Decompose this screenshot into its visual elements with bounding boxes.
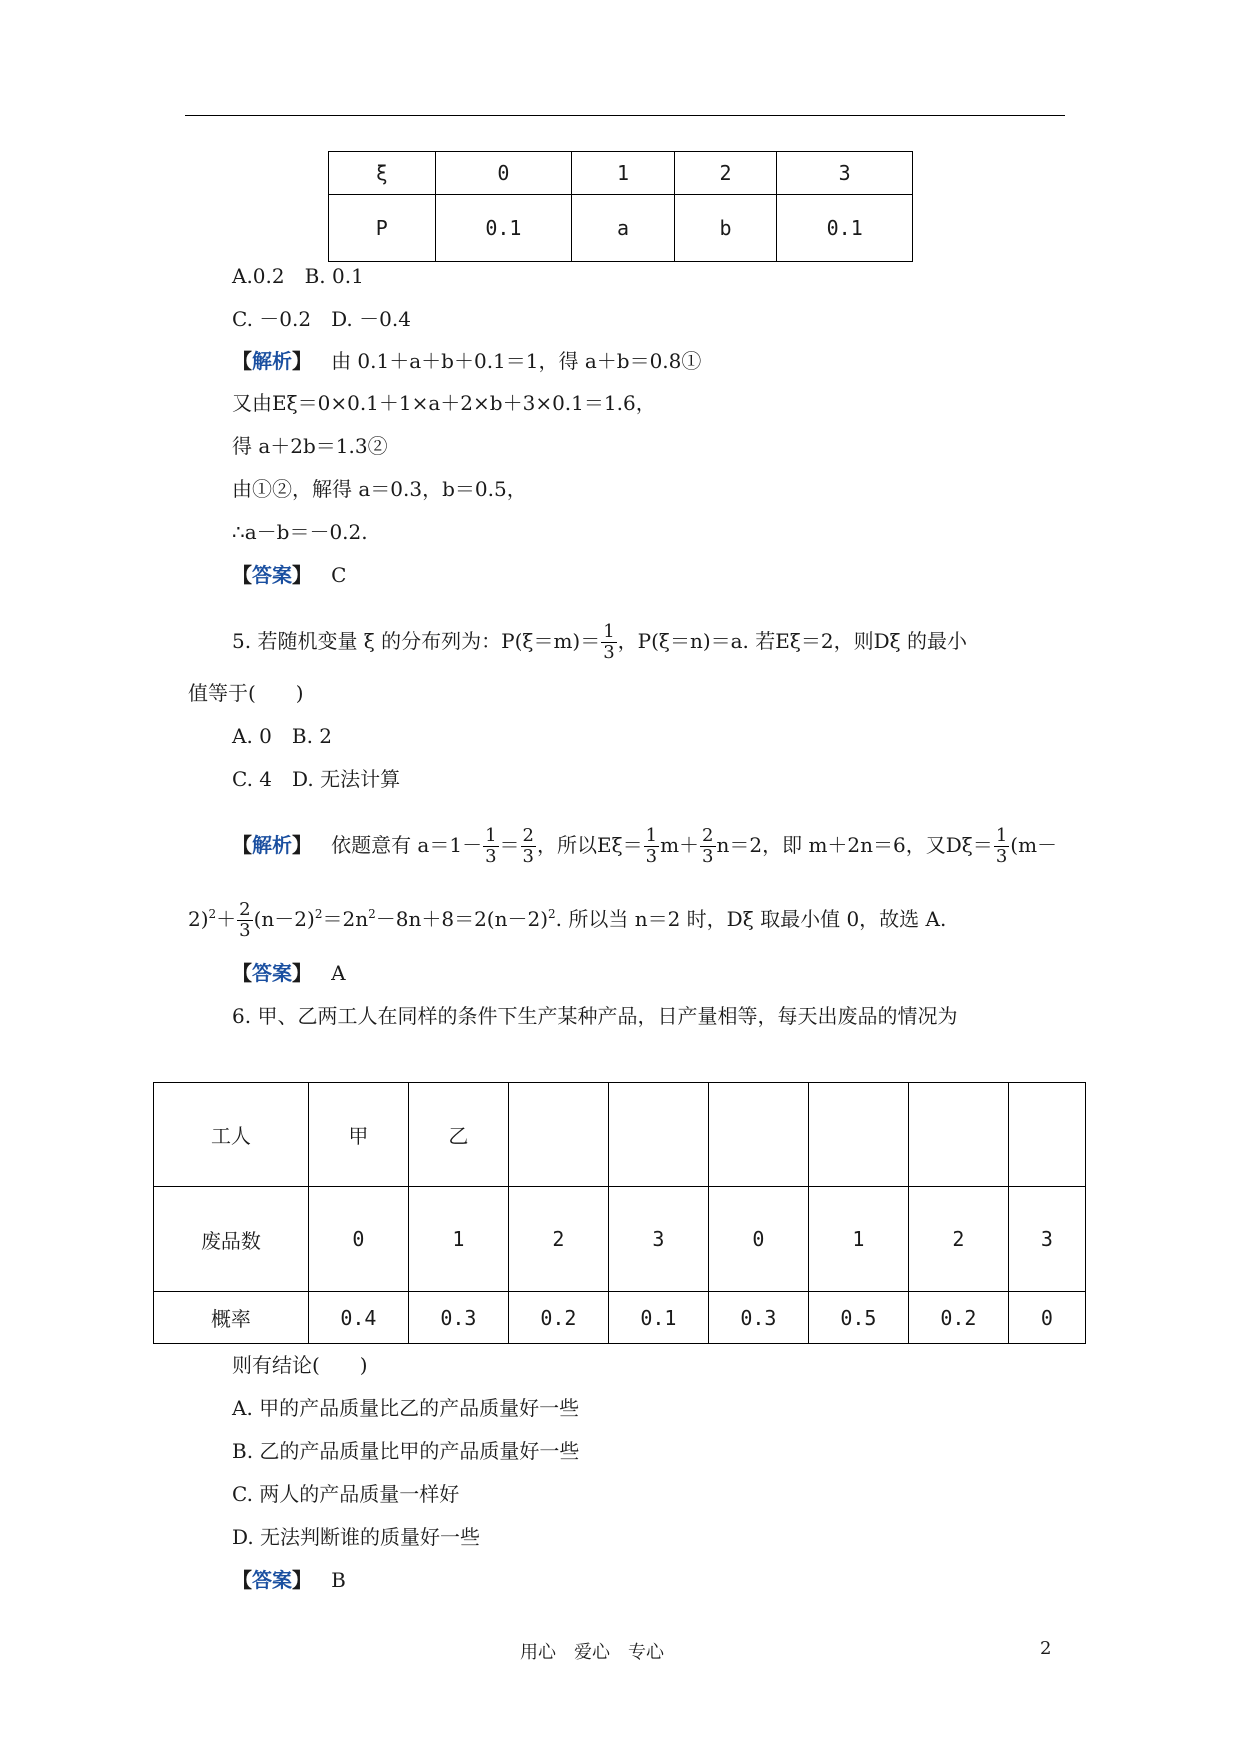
table-cell: 0.1	[608, 1292, 708, 1344]
fraction: $\frac{1}{3}$	[603, 621, 615, 663]
q5-stem-line-2: 值等于( )	[188, 681, 304, 705]
table-cell: 0	[308, 1187, 408, 1292]
stem-text: ，P(ξ＝n)＝a. 若Eξ＝2，则Dξ 的最小	[617, 628, 968, 653]
q4-analysis-line-3: 得 a＋2b＝1.3②	[232, 434, 388, 458]
fraction: $\frac{2}{3}$	[239, 899, 251, 941]
table-cell: 0.1	[435, 195, 572, 262]
table-cell: 0.3	[708, 1292, 808, 1344]
answer-value: C	[331, 563, 347, 587]
q4-analysis-line-1: 【解析】 由 0.1＋a＋b＋0.1＝1，得 a＋b＝0.8①	[232, 349, 702, 373]
table-cell: 工人	[154, 1083, 309, 1187]
defect-table	[153, 1082, 1086, 1344]
q4-analysis-line-2: 又由Eξ＝0×0.1＋1×a＋2×b＋3×0.1＝1.6，	[232, 391, 656, 415]
q4-analysis-line-4: 由①②，解得 a＝0.3，b＝0.5，	[232, 477, 527, 501]
q5-options-ab: A. 0 B. 2	[232, 724, 333, 748]
q4-analysis-line-5: ∴a－b＝－0.2.	[232, 520, 368, 544]
q5-analysis-line-1: 【解析】 依题意有 a＝1－ $\frac{1}{3}$ ＝ $\frac{2}{3}$ ，所以Eξ＝ $\frac{1}{3}$ m＋ $\frac{2}{3}$ n＝2，即 m＋2n＝6，又Dξ＝ $\frac{1}{3}$ (m－	[232, 825, 1058, 867]
table-cell: 0	[1008, 1292, 1085, 1344]
answer-tag: 答案	[252, 563, 292, 587]
table-cell: 3	[608, 1187, 708, 1292]
q6-answer: 【答案】 B	[232, 1568, 346, 1592]
stem-text: 5. 若随机变量 ξ 的分布列为：P(ξ＝m)＝	[232, 628, 601, 653]
table-cell: ξ	[329, 152, 436, 195]
fraction: $\frac{1}{3}$	[485, 825, 497, 867]
table-cell: 废品数	[154, 1187, 309, 1292]
answer-tag: 答案	[252, 961, 292, 985]
fraction: $\frac{1}{3}$	[645, 825, 658, 867]
distribution-table	[328, 151, 913, 262]
q5-answer: 【答案】 A	[232, 961, 346, 985]
table-cell	[708, 1083, 808, 1187]
table-cell: 2	[508, 1187, 608, 1292]
analysis-tag: 解析	[252, 349, 292, 373]
table-cell: 概率	[154, 1292, 309, 1344]
fraction: $\frac{2}{3}$	[522, 825, 534, 867]
answer-tag: 答案	[252, 1568, 292, 1592]
q4-answer: 【答案】 C	[232, 563, 347, 587]
table-cell: 1	[408, 1187, 508, 1292]
table-cell: 0.3	[408, 1292, 508, 1344]
analysis-text: 由 0.1＋a＋b＋0.1＝1，得 a＋b＝0.8①	[331, 349, 702, 373]
table-cell: 3	[1008, 1187, 1085, 1292]
table-cell	[508, 1083, 608, 1187]
fraction: $\frac{1}{3}$	[995, 825, 1008, 867]
table-cell: 乙	[408, 1083, 508, 1187]
page-number: 2	[1040, 1638, 1052, 1659]
table-cell: 0.1	[777, 195, 913, 262]
fraction: $\frac{2}{3}$	[702, 825, 714, 867]
table-cell: 0	[435, 152, 572, 195]
table-cell: 0.2	[508, 1292, 608, 1344]
analysis-tag: 解析	[252, 832, 292, 857]
table-cell	[608, 1083, 708, 1187]
table-cell	[808, 1083, 908, 1187]
table-cell	[1008, 1083, 1085, 1187]
table-cell: 0.5	[808, 1292, 908, 1344]
q6-option-b: B. 乙的产品质量比甲的产品质量好一些	[232, 1439, 580, 1463]
q4-options-cd: C. －0.2 D. －0.4	[232, 307, 411, 331]
table-cell: P	[329, 195, 436, 262]
header-rule	[185, 115, 1065, 116]
q6-option-c: C. 两人的产品质量一样好	[232, 1482, 460, 1506]
table-cell: 1	[572, 152, 675, 195]
table-cell: 甲	[308, 1083, 408, 1187]
q5-analysis-line-2: 2)$^2$＋ $\frac{2}{3}$ $(n-2)^2=2n^2-8n+8=2(n-2)^2$. 所以当 n＝2 时，Dξ 取最小值 0，故选 A.	[188, 899, 947, 941]
table-cell: 2	[674, 152, 777, 195]
table-cell: a	[572, 195, 675, 262]
q4-options-ab: A.0.2 B. 0.1	[232, 264, 364, 288]
table-cell: 1	[808, 1187, 908, 1292]
table-cell: 0	[708, 1187, 808, 1292]
q5-stem-line-1	[232, 622, 967, 663]
table-cell: 0.2	[908, 1292, 1008, 1344]
table-cell: b	[674, 195, 777, 262]
q5-options-cd: C. 4 D. 无法计算	[232, 767, 401, 791]
page-footer: 用心 爱心 专心	[520, 1642, 664, 1663]
answer-value: B	[331, 1568, 346, 1592]
q6-conclusion: 则有结论( )	[232, 1353, 368, 1377]
q6-option-d: D. 无法判断谁的质量好一些	[232, 1525, 481, 1549]
q6-stem: 6. 甲、乙两工人在同样的条件下生产某种产品，日产量相等，每天出废品的情况为	[232, 1004, 958, 1028]
table-cell: 2	[908, 1187, 1008, 1292]
table-cell: 3	[777, 152, 913, 195]
q6-option-a: A. 甲的产品质量比乙的产品质量好一些	[232, 1396, 580, 1420]
table-cell	[908, 1083, 1008, 1187]
answer-value: A	[331, 961, 346, 985]
table-cell: 0.4	[308, 1292, 408, 1344]
